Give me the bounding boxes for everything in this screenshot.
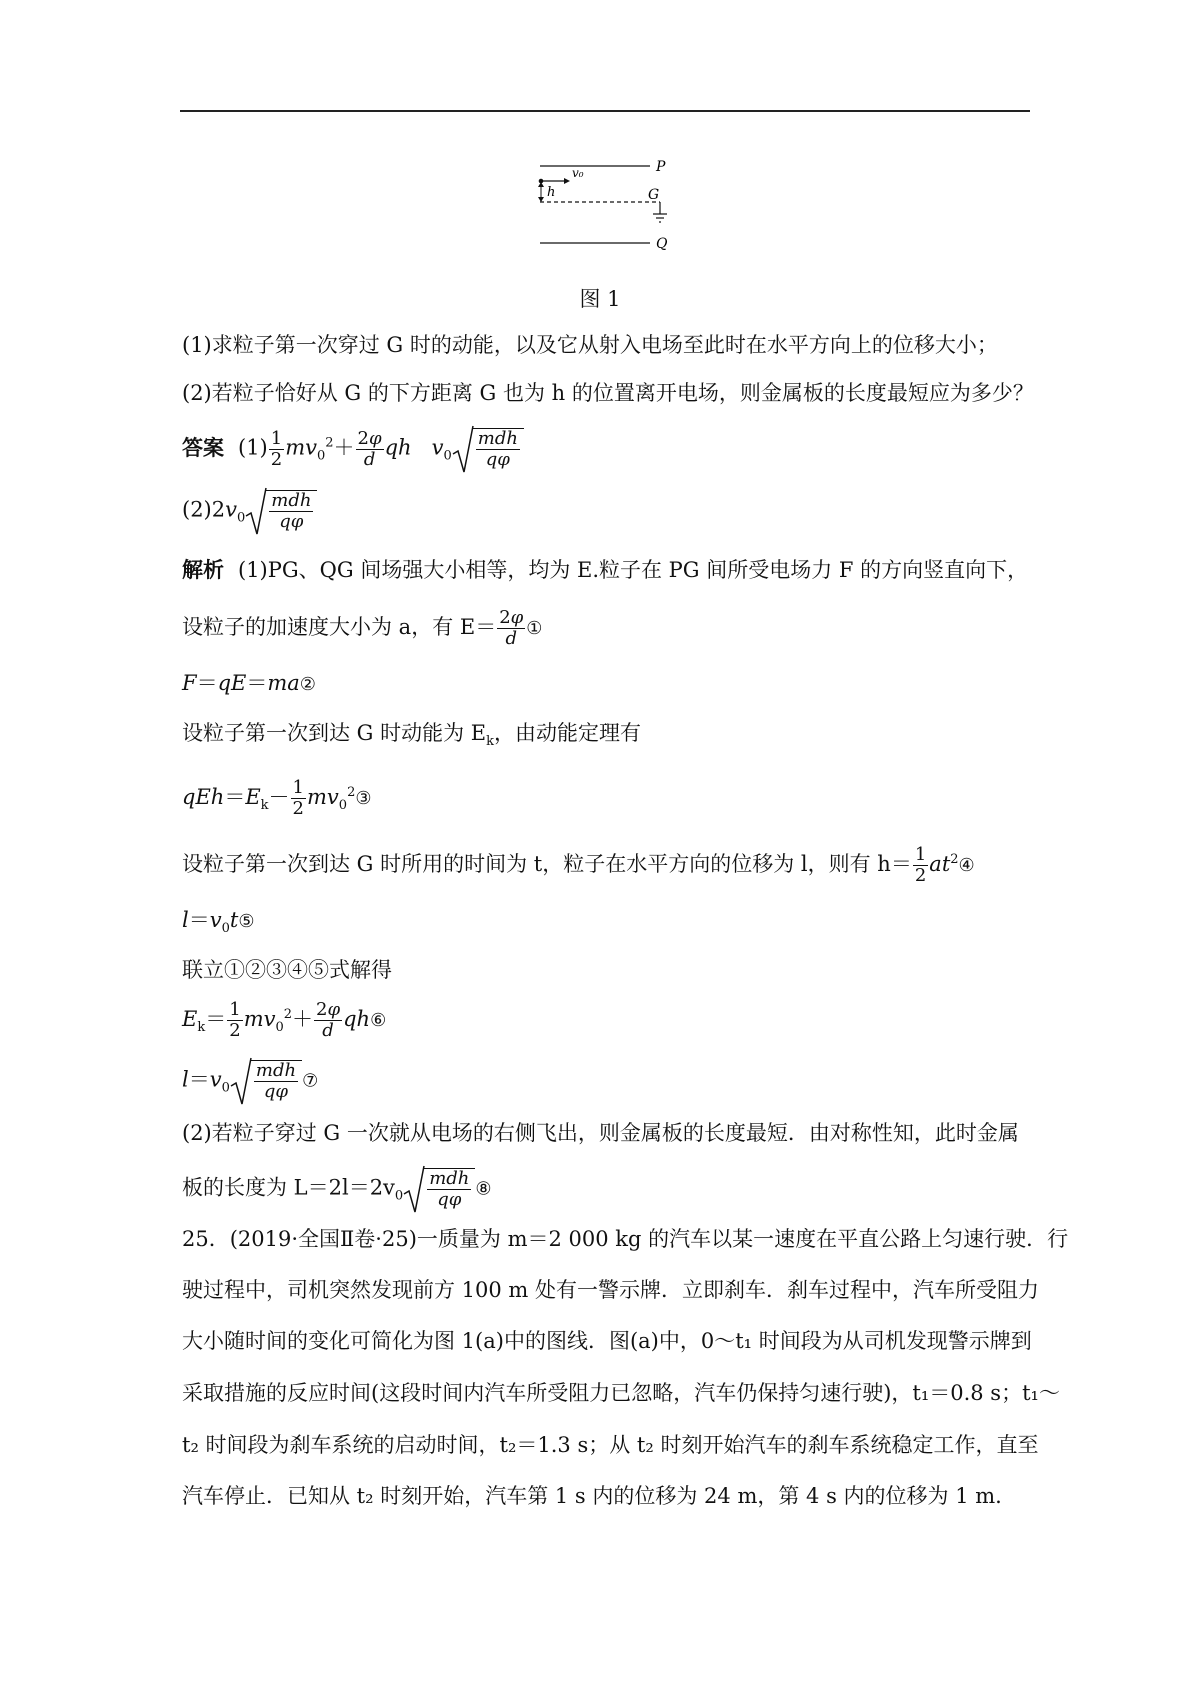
- label-P: P: [656, 159, 666, 175]
- step-3-text: 设粒子第一次到达 G 时动能为 $E_k$，由动能定理有: [182, 721, 642, 750]
- answer-label: 答案: [182, 435, 224, 460]
- figure-caption: 图 1: [579, 287, 621, 311]
- answer-line-2: $(2)2v_0$ $\frac{\text{mdh}}{q\varphi}$: [182, 490, 317, 534]
- label-G: G: [648, 187, 660, 203]
- problem-25-line: 汽车停止．已知从 t₂ 时刻开始，汽车第 1 s 内的位移为 24 m，第 4 s 内的位移为 1 m.: [182, 1484, 1002, 1508]
- eq-1: 设粒子的加速度大小为 a，有 E＝ $\frac{2\varphi}{d}$ ①: [182, 607, 543, 649]
- label-Q: Q: [656, 236, 668, 252]
- question-1: (1)求粒子第一次穿过 G 时的动能，以及它从射入电场至此时在水平方向上的位移大小；: [182, 333, 998, 357]
- combine-text: 联立①②③④⑤式解得: [182, 958, 392, 982]
- part2-line-2: 板的长度为 $L=2l=2v_0$ $\frac{\text{mdh}}{q\varphi}$ ⑧: [182, 1168, 492, 1210]
- question-2: (2)若粒子恰好从 G 的下方距离 G 也为 h 的位置离开电场，则金属板的长度最短应为多少？: [182, 381, 1034, 405]
- eq-6: $E_k=$ $\frac{1}{2}$ $mv_0^2+$ $\frac{2\varphi}{d}$ qh⑥: [182, 999, 387, 1041]
- eq-5: $l=v_0t⑤$: [182, 908, 255, 937]
- problem-25-line: 大小随时间的变化可简化为图 1(a)中的图线．图(a)中，0～t₁ 时间段为从司机发现警示牌到: [182, 1329, 1032, 1353]
- analysis-intro: 解析 (1)PG、QG 间场强大小相等，均为 E.粒子在 PG 间所受电场力 F 的方向竖直向下，: [182, 558, 1029, 582]
- header-rule: [180, 110, 1030, 112]
- problem-25-line: 25．(2019·全国Ⅱ卷·25)一质量为 m＝2 000 kg 的汽车以某一速度在平直公路上匀速行驶．行: [182, 1227, 1069, 1251]
- answer-line-1: 答案 (1) $\frac{1}{2}$ $mv_0^2+$ $\frac{2\varphi}{d}$ qh $v_0$ $\frac{\text{mdh}}{q\varphi}$: [182, 428, 524, 472]
- eq-4: 设粒子第一次到达 G 时所用的时间为 t，粒子在水平方向的位移为 l，则有 h＝ $\frac{1}{2}$ $at^2④$: [182, 844, 975, 886]
- eq-7: $l=v_0$ $\frac{\text{mdh}}{q\varphi}$ ⑦: [182, 1060, 319, 1102]
- eq-3: $qEh=E_k-$ $\frac{1}{2}$ $mv_0^2③$: [182, 777, 372, 819]
- analysis-label: 解析: [182, 558, 224, 582]
- label-v0: v₀: [572, 166, 584, 180]
- problem-25-line: t₂ 时间段为刹车系统的启动时间，t₂＝1.3 s；从 t₂ 时刻开始汽车的刹车系统稳定工作，直至: [182, 1433, 1039, 1457]
- eq-2: F＝qE＝ma②: [182, 671, 316, 695]
- problem-25-line: 驶过程中，司机突然发现前方 100 m 处有一警示牌．立即刹车．刹车过程中，汽车所受阻力: [182, 1278, 1040, 1302]
- label-h: h: [547, 185, 556, 200]
- field-diagram: [520, 152, 700, 262]
- part2-line-1: (2)若粒子穿过 G 一次就从电场的右侧飞出，则金属板的长度最短．由对称性知，此时金属: [182, 1121, 1019, 1145]
- problem-25-line: 采取措施的反应时间(这段时间内汽车所受阻力已忽略，汽车仍保持匀速行驶)，t₁＝0.8 s；t₁～: [182, 1381, 1060, 1405]
